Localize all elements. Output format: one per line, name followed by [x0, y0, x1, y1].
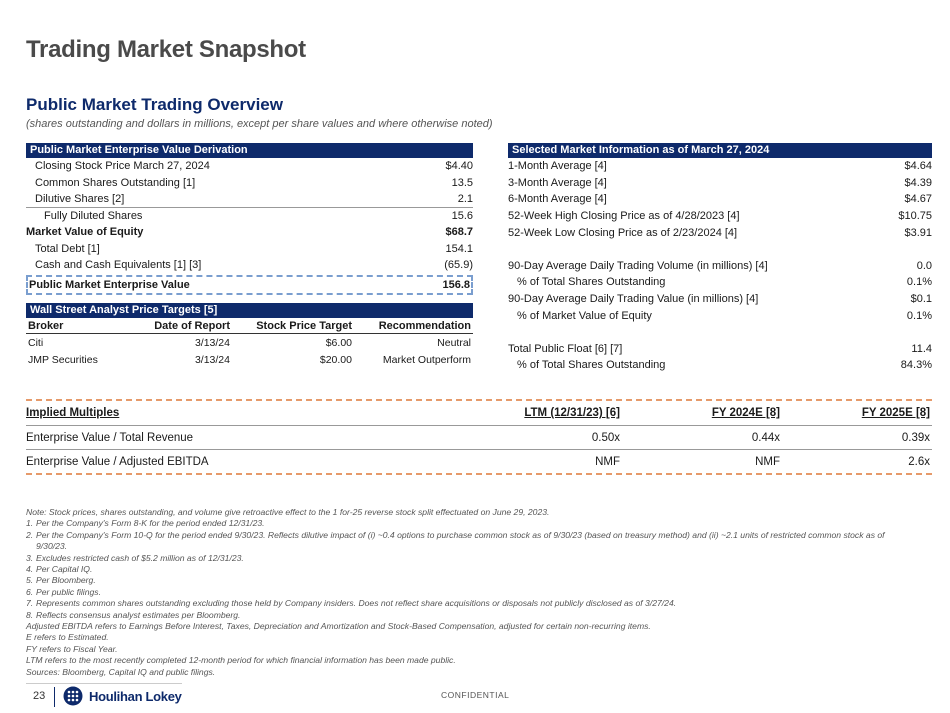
- row-value: 156.8: [442, 278, 470, 291]
- note-7: 7. Represents common shares outstanding excluding those held by Company insiders. Does not reflect share acquisitions or disposals not publicly disclosed as of 3/27/24.: [26, 598, 677, 609]
- table-row: [26, 449, 932, 473]
- row-label: 3-Month Average [4]: [508, 176, 607, 189]
- note-text: Excludes restricted cash of $5.2 million as of 12/31/23.: [36, 552, 244, 563]
- ev-row-common-shares: [26, 175, 473, 192]
- row-label: Public Market Enterprise Value: [29, 278, 190, 291]
- mi-row-6m-avg: [508, 191, 932, 208]
- note-text: Per Capital IQ.: [36, 564, 93, 575]
- row-label: 90-Day Average Daily Trading Value (in millions) [4]: [508, 293, 759, 306]
- row-value: 2.1: [457, 192, 473, 205]
- row-value: $3.91: [904, 226, 932, 239]
- cell-target: $6.00: [325, 336, 352, 349]
- mi-row-52w-high: [508, 208, 932, 225]
- row-label: 52-Week High Closing Price as of 4/28/2023 [4]: [508, 210, 740, 223]
- cell-date: 3/13/24: [194, 353, 230, 366]
- row-value: $4.39: [904, 176, 932, 189]
- row-label: % of Market Value of Equity: [517, 309, 652, 322]
- mi-row-90d-volume: [508, 258, 932, 275]
- row-value: 84.3%: [900, 359, 932, 372]
- row-value: 0.1%: [906, 276, 932, 289]
- row-label: Total Public Float [6] [7]: [508, 342, 623, 355]
- row-label: 6-Month Average [4]: [508, 193, 607, 206]
- note-intro: Note: Stock prices, shares outstanding, and volume give retroactive effect to the 1 for-25 reverse stock split effectuated on June 29, 2023.: [26, 507, 550, 517]
- row-label: % of Total Shares Outstanding: [517, 276, 666, 289]
- footer-divider: [54, 687, 55, 707]
- row-label: Fully Diluted Shares: [44, 209, 143, 222]
- analyst-header: Wall Street Analyst Price Targets [5]: [26, 303, 473, 318]
- note-6: 6. Per public filings.: [26, 586, 101, 597]
- multiples-header-row: [26, 401, 932, 425]
- section-subtitle: (shares outstanding and dollars in millions, except per share values and where otherwise noted): [26, 118, 493, 130]
- row-label: Dilutive Shares [2]: [35, 192, 125, 205]
- row-value: 11.4: [911, 342, 932, 355]
- row-value: (65.9): [444, 259, 473, 272]
- spacer: [508, 324, 932, 341]
- note-fy: FY refers to Fiscal Year.: [26, 643, 118, 654]
- page-title: Trading Market Snapshot: [26, 36, 306, 63]
- mi-row-public-float: [508, 341, 932, 358]
- cell-fy2024e: NMF: [755, 455, 780, 468]
- footer-rule: [26, 683, 182, 684]
- cell-recommendation: Neutral: [437, 336, 471, 349]
- row-value: $4.67: [904, 193, 932, 206]
- table-row: [26, 351, 473, 368]
- mi-row-90d-value: [508, 291, 932, 308]
- mi-row-float-pct: [508, 357, 932, 374]
- note-e: E refers to Estimated.: [26, 632, 109, 643]
- row-value: 13.5: [451, 176, 473, 189]
- row-label: Market Value of Equity: [26, 226, 144, 239]
- row-value: $4.40: [445, 160, 473, 173]
- col-ltm: LTM (12/31/23) [6]: [524, 407, 620, 419]
- section-title: Public Market Trading Overview: [26, 95, 283, 114]
- note-3: 3. Excludes restricted cash of $5.2 million as of 12/31/23.: [26, 552, 244, 563]
- spacer: [508, 241, 932, 258]
- ev-row-cash: [26, 257, 473, 274]
- row-label: 90-Day Average Daily Trading Volume (in millions) [4]: [508, 259, 768, 272]
- cell-target: $20.00: [319, 353, 352, 366]
- row-label: Common Shares Outstanding [1]: [35, 176, 196, 189]
- ev-total-box: [26, 275, 473, 296]
- mi-row-pct-equity: [508, 307, 932, 324]
- market-info-table: [508, 143, 932, 374]
- row-value: 0.0: [916, 259, 932, 272]
- cell-fy2025e: 0.39x: [901, 431, 930, 444]
- note-text: Per the Company's Form 10-Q for the period ended 9/30/23. Reflects dilutive impact of (i) ~0.4 options to purchase common stock as of 9/30/23 (based on treasury method) and (ii) ~2.1 units of restricted common stock as of: [36, 529, 885, 540]
- row-value: 15.6: [451, 209, 473, 222]
- market-info-header: Selected Market Information as of March 27, 2024: [508, 143, 932, 158]
- cell-broker: JMP Securities: [28, 353, 98, 366]
- table-row: [26, 334, 473, 351]
- ev-derivation-table: [26, 143, 473, 295]
- col-recommendation: Recommendation: [378, 319, 471, 332]
- ev-row-closing-price: [26, 158, 473, 175]
- row-value: $4.64: [904, 160, 932, 173]
- row-label: Total Debt [1]: [35, 242, 100, 255]
- col-fy2025e: FY 2025E [8]: [861, 407, 930, 419]
- cell-metric: Enterprise Value / Total Revenue: [26, 431, 194, 444]
- col-fy2024e: FY 2024E [8]: [711, 407, 780, 419]
- cell-fy2025e: 2.6x: [908, 455, 930, 468]
- row-label: Cash and Cash Equivalents [1] [3]: [35, 259, 202, 272]
- mi-row-52w-low: [508, 224, 932, 241]
- row-label: 52-Week Low Closing Price as of 2/23/2024 [4]: [508, 226, 738, 239]
- row-value: 0.1%: [906, 309, 932, 322]
- row-value: $0.1: [910, 293, 932, 306]
- note-2-continued: 9/30/23.: [36, 541, 68, 552]
- houlihan-lokey-logo: [63, 686, 182, 706]
- note-8: 8. Reflects consensus analyst estimates per Bloomberg.: [26, 609, 241, 620]
- col-broker: Broker: [28, 319, 64, 332]
- row-label: % of Total Shares Outstanding: [517, 359, 666, 372]
- cell-fy2024e: 0.44x: [751, 431, 780, 444]
- cell-recommendation: Market Outperform: [382, 353, 471, 366]
- analyst-targets-table: [26, 303, 473, 368]
- table-row: [26, 425, 932, 449]
- implied-multiples-table: [26, 399, 932, 475]
- confidential-label: CONFIDENTIAL: [441, 690, 510, 700]
- ev-row-total: [29, 277, 470, 294]
- brand-name: Houlihan Lokey: [89, 688, 182, 704]
- row-label: 1-Month Average [4]: [508, 160, 607, 173]
- col-date: Date of Report: [154, 319, 230, 332]
- footnotes: [26, 507, 932, 678]
- note-ltm: LTM refers to the most recently completed 12-month period for which financial information has been made public.: [26, 655, 456, 666]
- note-text: Per public filings.: [36, 586, 101, 597]
- col-implied-multiples: Implied Multiples: [26, 407, 120, 419]
- cell-broker: Citi: [28, 336, 44, 349]
- note-2: 2. Per the Company's Form 10-Q for the period ended 9/30/23. Reflects dilutive impact of (i) ~0.4 options to purchase common stock as of 9/30/23 (based on treasury method) and (ii) ~2.1 units of restricted common stock as of: [26, 529, 885, 540]
- note-5: 5. Per Bloomberg.: [26, 575, 96, 586]
- row-value: $10.75: [898, 210, 932, 223]
- analyst-column-headers: [26, 318, 473, 334]
- mi-row-pct-shares: [508, 274, 932, 291]
- cell-date: 3/13/24: [194, 336, 230, 349]
- logo-mark-icon: [63, 686, 83, 706]
- ev-row-dilutive-shares: [26, 191, 473, 208]
- ev-row-fully-diluted: [26, 208, 473, 225]
- ev-row-market-value-equity: [26, 224, 473, 241]
- row-value: $68.7: [445, 226, 473, 239]
- note-text: Reflects consensus analyst estimates per Bloomberg.: [36, 609, 241, 620]
- page-number: 23: [33, 690, 46, 702]
- note-1: 1. Per the Company's Form 8-K for the period ended 12/31/23.: [26, 518, 265, 529]
- mi-row-3m-avg: [508, 175, 932, 192]
- mi-row-1m-avg: [508, 158, 932, 175]
- cell-ltm: 0.50x: [591, 431, 620, 444]
- cell-metric: Enterprise Value / Adjusted EBITDA: [26, 455, 209, 468]
- cell-ltm: NMF: [595, 455, 620, 468]
- col-target: Stock Price Target: [256, 319, 352, 332]
- note-ebitda: Adjusted EBITDA refers to Earnings Before Interest, Taxes, Depreciation and Amortization and Stock-Based Compensation, adjusted for certain non-recurring items.: [26, 621, 651, 632]
- note-4: 4. Per Capital IQ.: [26, 564, 93, 575]
- row-label: Closing Stock Price March 27, 2024: [35, 160, 210, 173]
- note-text: Per the Company's Form 8-K for the period ended 12/31/23.: [36, 518, 265, 529]
- note-text: Per Bloomberg.: [36, 575, 96, 586]
- note-sources: Sources: Bloomberg, Capital IQ and public filings.: [26, 666, 216, 677]
- ev-row-total-debt: [26, 241, 473, 258]
- note-text: Represents common shares outstanding excluding those held by Company insiders. Does not reflect share acquisitions or disposals not publicly disclosed as of 3/27/24.: [36, 598, 677, 609]
- ev-derivation-header: Public Market Enterprise Value Derivation: [26, 143, 473, 158]
- row-value: 154.1: [445, 242, 473, 255]
